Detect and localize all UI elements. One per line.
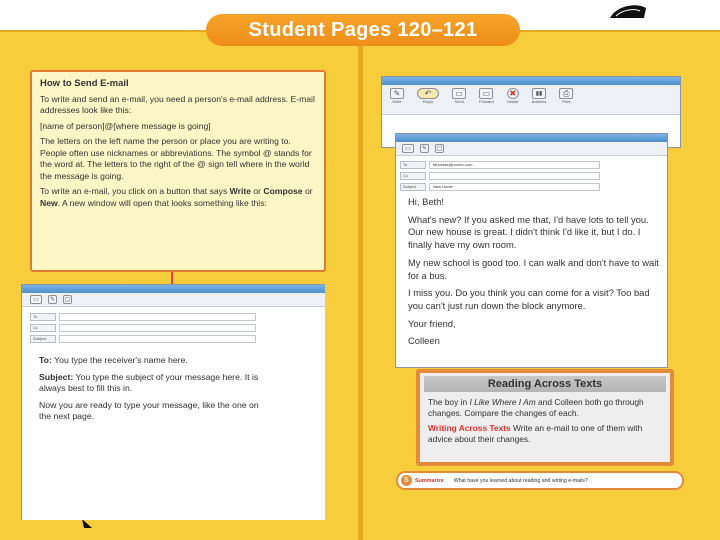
- compose-explanation: [39, 355, 299, 428]
- reading-title: Reading Across Texts: [424, 376, 666, 392]
- attach-icon[interactable]: ✎: [49, 297, 56, 303]
- message-greeting: Hi, Beth!: [408, 196, 444, 207]
- message-header-fields: [396, 156, 606, 191]
- text-run: The boy in: [428, 397, 470, 407]
- cc-field[interactable]: [59, 324, 256, 332]
- book-title: I Like Where I Am: [469, 397, 536, 407]
- summarize-icon: S: [401, 475, 412, 486]
- message-paragraph: I miss you. Do you think you can come for a visit? Too bad you can't just run down the block anymore.: [408, 287, 650, 311]
- subject-field[interactable]: [59, 335, 256, 343]
- subject-field-row: [400, 182, 600, 191]
- text-run: and Colleen both go through changes. Compare the changes of each.: [428, 397, 644, 418]
- write-button[interactable]: [390, 88, 404, 104]
- reading-across-texts-box: [416, 369, 674, 466]
- text-run: or: [302, 186, 313, 196]
- howto-paragraph: The letters on the left name the person or place you are writing to. People often use nicknames or abbreviations. The symbol @ stands for the word at. The letters to the right of the @ sign tell where in the world the message is going.: [40, 136, 312, 181]
- corner-mark-icon: [608, 2, 648, 20]
- window-titlebar: [382, 77, 680, 85]
- tool-label: Delete: [506, 99, 519, 104]
- address-icon[interactable]: ▢: [64, 297, 71, 303]
- subject-field-label: Subject: [30, 335, 56, 343]
- tool-label: Write: [392, 99, 402, 104]
- tool-label: Send: [454, 99, 464, 104]
- tool-label: Forward: [479, 99, 494, 104]
- delete-button[interactable]: [507, 88, 519, 104]
- summarize-question: What have you learned about reading and writing e-mails?: [453, 477, 588, 484]
- cc-field-row: [400, 171, 600, 180]
- message-body: [408, 196, 664, 353]
- how-to-send-email-box: [30, 70, 326, 272]
- text-run: You type the subject of your message here. It is always best to fill this in.: [39, 371, 259, 394]
- message-closing: Your friend,: [408, 317, 456, 329]
- tool-label: Reply: [422, 99, 434, 104]
- reply-button[interactable]: [417, 88, 439, 104]
- howto-paragraph: [40, 186, 316, 209]
- delete-icon: ✖: [507, 88, 519, 99]
- subject-field-label: Subject: [400, 183, 426, 191]
- tool-label: Print: [562, 99, 571, 104]
- new-term: New: [40, 197, 58, 208]
- subject-explanation: [39, 372, 271, 395]
- send-icon[interactable]: ▭: [402, 144, 414, 153]
- next-step-text: Now you are ready to type your message, like the one on the next page.: [39, 399, 259, 422]
- writing-label: Writing Across Texts: [428, 423, 511, 433]
- page-title: Student Pages 120–121: [248, 19, 478, 41]
- message-paragraph: What's new? If you asked me that, I'd have lots to tell you. Our new house is great. I didn't think I'd like it, but I do. I finally have my own room.: [408, 213, 649, 251]
- window-titlebar: [22, 285, 325, 293]
- message-signature: Colleen: [408, 335, 440, 347]
- write-term: Write: [229, 186, 251, 196]
- to-field-row: [30, 312, 256, 321]
- send-icon[interactable]: ▭: [30, 295, 42, 304]
- mail-toolbar: [382, 85, 680, 115]
- message-paragraph: My new school is good too. I can walk and don't have to wait for a bus.: [408, 256, 659, 281]
- text-run: You type the receiver's name here.: [51, 355, 188, 365]
- to-field[interactable]: [59, 313, 256, 321]
- howto-paragraph: To write and send an e-mail, you need a person's e-mail address. E-mail addresses look like this:: [40, 93, 315, 115]
- summarize-bar: [396, 471, 684, 490]
- compose-term: Compose: [263, 186, 303, 196]
- send-icon: ▭: [452, 88, 466, 99]
- text-run: or: [250, 186, 264, 196]
- cc-field[interactable]: [429, 172, 600, 180]
- text-run: Write an e-mail to one of them with advice about their changes.: [428, 423, 643, 444]
- address-button[interactable]: [532, 88, 547, 104]
- window-toolbar: [22, 293, 325, 307]
- pencil-icon: ✎: [390, 88, 404, 99]
- forward-icon: ▭: [479, 88, 493, 99]
- writing-prompt: [428, 423, 662, 445]
- summarize-label: Summarize: [415, 477, 444, 484]
- cc-field-row: [30, 323, 256, 332]
- cc-field-label: Cc: [400, 172, 426, 180]
- howto-title: How to Send E-mail: [40, 78, 129, 89]
- forward-button[interactable]: [479, 88, 494, 104]
- to-field-label: To: [30, 313, 56, 321]
- page-header-tab: [206, 14, 520, 46]
- reply-icon: ↶: [417, 88, 439, 99]
- attach-icon[interactable]: ✎: [421, 146, 428, 152]
- howto-address-format: [name of person]@[where message is going]: [40, 120, 211, 131]
- to-field-row: [400, 160, 600, 169]
- address-icon[interactable]: ▢: [436, 146, 443, 152]
- text-run: To write an e-mail, you click on a button that says: [40, 186, 230, 196]
- message-toolbar: [396, 142, 667, 156]
- subject-field[interactable]: New Home: [429, 183, 600, 191]
- send-button[interactable]: [452, 88, 466, 104]
- print-button[interactable]: [559, 88, 573, 104]
- reading-prompt: [428, 397, 662, 419]
- page-gutter: [358, 30, 363, 540]
- to-field-label: To: [400, 161, 426, 169]
- to-field[interactable]: bthomas@pronto.com: [429, 161, 600, 169]
- printer-icon: ⎙: [559, 88, 573, 99]
- subject-field-row: [30, 334, 256, 343]
- to-term: To:: [39, 355, 52, 365]
- tool-label: Address: [531, 99, 547, 104]
- address-book-icon: ▮▮: [532, 88, 546, 99]
- window-titlebar: [396, 134, 667, 142]
- subject-term: Subject:: [39, 371, 74, 382]
- header-fields: [22, 307, 262, 343]
- cc-field-label: Cc: [30, 324, 56, 332]
- text-run: . A new window will open that looks something like this:: [57, 197, 267, 208]
- to-explanation: [39, 355, 299, 367]
